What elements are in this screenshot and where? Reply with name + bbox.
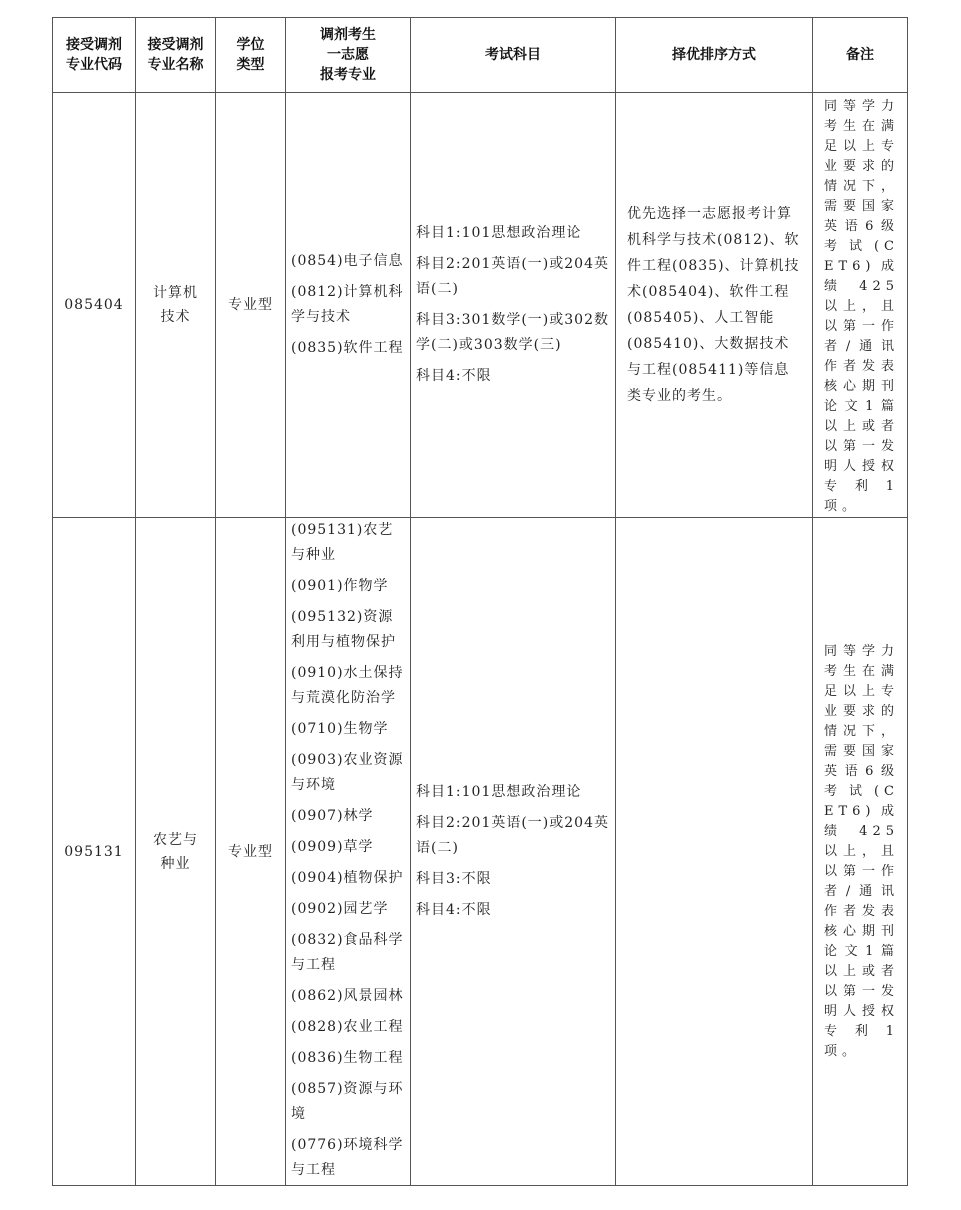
row-ranking: 优先选择一志愿报考计算机科学与技术(0812)、软件工程(0835)、计算机技术(085404)、软件工程(085405)、人工智能(085410)、大数据技术与工程(085411)等信息类专业的考生。 bbox=[616, 93, 813, 518]
subject-item: 科目3:301数学(一)或302数学(二)或303数学(三) bbox=[416, 312, 609, 353]
table-header-row bbox=[53, 18, 908, 93]
table-row bbox=[53, 518, 908, 1186]
subject-item: 科目2:201英语(一)或204英语(二) bbox=[416, 815, 609, 856]
header-name: 接受调剂 专业名称 bbox=[136, 18, 216, 93]
major-item: (0710)生物学 bbox=[291, 721, 389, 737]
row-ranking bbox=[616, 518, 813, 1186]
header-first-choice: 调剂考生 一志愿 报考专业 bbox=[286, 18, 411, 93]
header-subjects: 考试科目 bbox=[411, 18, 616, 93]
subject-item: 科目1:101思想政治理论 bbox=[416, 784, 582, 800]
major-item: (0857)资源与环境 bbox=[291, 1081, 404, 1122]
major-item: (0854)电子信息 bbox=[291, 253, 404, 269]
row-notes: 同等学力考生在满足以上专业要求的情况下，需要国家英语6级考试(CET6)成绩425以上，且以第一作者/通讯作者发表核心期刊论文1篇以上或者以第一发明人授权专利1项。 bbox=[813, 518, 908, 1186]
subject-item: 科目4:不限 bbox=[416, 368, 492, 384]
header-code: 接受调剂 专业代码 bbox=[53, 18, 136, 93]
major-item: (0776)环境科学与工程 bbox=[291, 1137, 404, 1178]
row-subjects bbox=[411, 93, 616, 518]
subject-item: 科目2:201英语(一)或204英语(二) bbox=[416, 256, 609, 297]
major-item: (0828)农业工程 bbox=[291, 1019, 404, 1035]
adjustment-table bbox=[52, 17, 908, 1186]
table-row bbox=[53, 93, 908, 518]
row-name: 农艺与 种业 bbox=[136, 518, 216, 1186]
header-notes: 备注 bbox=[813, 18, 908, 93]
subject-item: 科目3:不限 bbox=[416, 871, 492, 887]
major-item: (0832)食品科学与工程 bbox=[291, 932, 404, 973]
header-ranking: 择优排序方式 bbox=[616, 18, 813, 93]
row-subjects bbox=[411, 518, 616, 1186]
row-notes: 同等学力考生在满足以上专业要求的情况下，需要国家英语6级考试(CET6)成绩425以上，且以第一作者/通讯作者发表核心期刊论文1篇以上或者以第一发明人授权专利1项。 bbox=[813, 93, 908, 518]
header-degree: 学位 类型 bbox=[216, 18, 286, 93]
subject-item: 科目4:不限 bbox=[416, 902, 492, 918]
major-item: (0812)计算机科学与技术 bbox=[291, 284, 404, 325]
row-degree: 专业型 bbox=[216, 93, 286, 518]
row-code: 085404 bbox=[53, 93, 136, 518]
major-item: (0909)草学 bbox=[291, 839, 374, 855]
row-majors bbox=[286, 518, 411, 1186]
major-item: (0862)风景园林 bbox=[291, 988, 404, 1004]
major-item: (0902)园艺学 bbox=[291, 901, 389, 917]
major-item: (0910)水土保持与荒漠化防治学 bbox=[291, 665, 404, 706]
major-item: (0903)农业资源与环境 bbox=[291, 752, 404, 793]
major-item: (0907)林学 bbox=[291, 808, 374, 824]
major-item: (0904)植物保护 bbox=[291, 870, 404, 886]
major-item: (0835)软件工程 bbox=[291, 340, 404, 356]
major-item: (0836)生物工程 bbox=[291, 1050, 404, 1066]
subject-item: 科目1:101思想政治理论 bbox=[416, 225, 582, 241]
major-item: (095131)农艺与种业 bbox=[291, 522, 394, 563]
major-item: (0901)作物学 bbox=[291, 578, 389, 594]
row-majors bbox=[286, 93, 411, 518]
row-code: 095131 bbox=[53, 518, 136, 1186]
major-item: (095132)资源利用与植物保护 bbox=[291, 609, 396, 650]
row-degree: 专业型 bbox=[216, 518, 286, 1186]
row-name: 计算机 技术 bbox=[136, 93, 216, 518]
